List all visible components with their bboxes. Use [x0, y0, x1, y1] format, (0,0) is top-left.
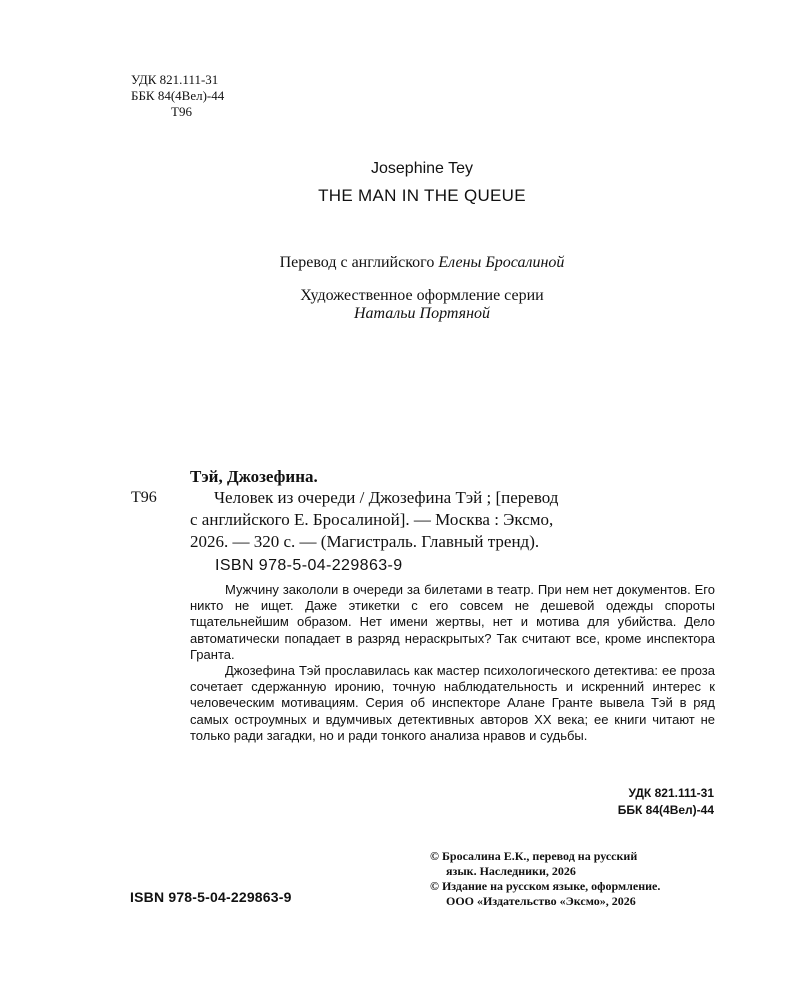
designer-name: Натальи Портяной [353, 305, 491, 322]
bbk-code-bottom: ББК 84(4Вел)-44 [617, 803, 714, 817]
annotation [190, 582, 715, 744]
copyright-block [430, 849, 730, 909]
udk-code: УДК 821.111-31 [131, 72, 219, 87]
copyright-edition-cont: ООО «Издательство «Эксмо», 2026 [446, 894, 636, 908]
record-author-heading: Тэй, Джозефина. [190, 467, 318, 486]
copyright-translation: © Бросалина Е.К., перевод на русский [430, 849, 638, 863]
translation-credit [0, 254, 800, 272]
original-author: Josephine Tey [371, 160, 473, 177]
design-credit-name-line [0, 305, 800, 323]
annotation-paragraph-2: Джозефина Тэй прославилась как мастер психологического детектива: ее проза сочетает сдержанную иронию, точную наблюдательность и искренний интерес к человеческим мотивациям. Серия об инспекторе Алане Гранте вывела Тэй в ряд самых остроумных и вдумчивых детективных авторов XX века; ее книги читают не только ради загадки, но и ради тонкого анализа нравов и судьбы. [190, 663, 715, 743]
record-isbn: ISBN 978-5-04-229863-9 [215, 557, 403, 574]
original-title: THE MAN IN THE QUEUE [318, 186, 526, 205]
bibliographic-record [190, 487, 715, 553]
record-line-1: Человек из очереди / Джозефина Тэй ; [перевод [214, 488, 559, 507]
classification-codes [131, 72, 224, 120]
design-credit-label: Художественное оформление серии [300, 287, 544, 304]
bbk-code: ББК 84(4Вел)-44 [131, 88, 225, 103]
copyright-edition: © Издание на русском языке, оформление. [430, 879, 661, 893]
copyright-translation-cont: язык. Наследники, 2026 [446, 864, 576, 878]
author-mark: Т96 [171, 104, 192, 119]
classification-codes-bottom [560, 785, 714, 819]
annotation-paragraph-1: Мужчину закололи в очереди за билетами в театр. При нем нет документов. Его никто не ищет. Даже этикетки с его совсем не дешевой одежды спороты тщательнейшим образом. Нет имени жертвы, нет и мотива для убийства. Дело автоматически попадает в разряд нераскрытых? Так считают все, кроме инспектора Гранта. [190, 582, 715, 662]
record-line-3: 2026. — 320 с. — (Магистраль. Главный тренд). [190, 532, 540, 551]
udk-code-bottom: УДК 821.111-31 [628, 786, 714, 800]
translation-prefix: Перевод с английского [279, 254, 435, 271]
record-line-2: с английского Е. Бросалиной]. — Москва : Эксмо, [190, 510, 554, 529]
translator-name: Елены Бросалиной [438, 254, 565, 271]
record-author-mark: Т96 [131, 489, 157, 506]
isbn-bottom: ISBN 978-5-04-229863-9 [130, 889, 292, 905]
